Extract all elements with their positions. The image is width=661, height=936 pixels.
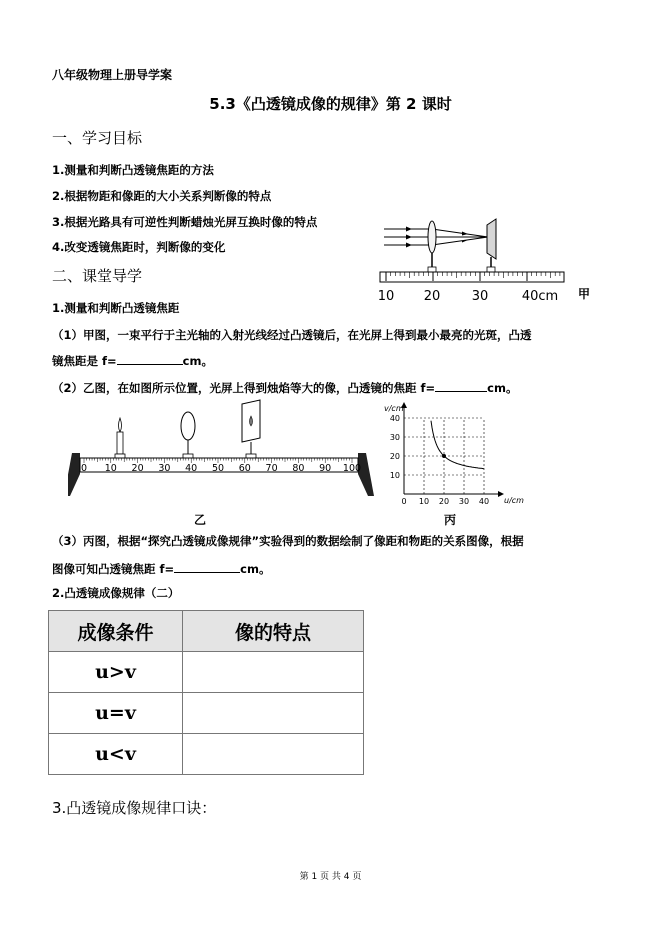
table-row: [49, 693, 364, 734]
goal-item: 3.根据光路具有可逆性判断蜡烛光屏互换时像的特点: [52, 215, 318, 229]
answer-cell[interactable]: [183, 652, 364, 693]
tick-label: 40cm: [521, 289, 559, 304]
tick-label: 70: [265, 463, 278, 474]
condition-cell: u>v: [49, 652, 183, 693]
goal-item: 2.根据物距和像距的大小关系判断像的特点: [52, 189, 272, 203]
page-title: 5.3《凸透镜成像的规律》第 2 课时: [209, 95, 452, 113]
table-row: [49, 652, 364, 693]
equal-distance-point: [442, 454, 446, 458]
x-tick-label: 40: [478, 497, 490, 506]
subheading-rules: 2.凸透镜成像规律（二）: [52, 586, 180, 600]
ruler-jia: [378, 272, 564, 304]
candle: [115, 418, 125, 458]
section-heading-guide: 二、课堂导学: [52, 267, 143, 285]
question-3-prefix: 图像可知凸透镜焦距 f=: [52, 562, 175, 576]
figure-bing-chart: [380, 400, 535, 512]
convex-lens: [428, 221, 436, 253]
question-1-line1: （1）甲图，一束平行于主光轴的入射光线经过凸透镜后，在光屏上得到最小最亮的光斑，凸透: [52, 328, 532, 342]
convex-lens: [181, 412, 195, 458]
x-tick-label: 20: [438, 497, 450, 506]
tick-label: 50: [211, 463, 225, 474]
goal-item: 1.测量和判断凸透镜焦距的方法: [52, 163, 214, 177]
y-tick-label: 40: [389, 414, 400, 423]
goal-item: 4.改变透镜焦距时，判断像的变化: [52, 240, 226, 254]
tick-label: 10: [104, 463, 117, 474]
tick-label: 100: [342, 463, 362, 474]
x-tick-label: 30: [458, 497, 470, 506]
question-3-unit: cm。: [240, 562, 271, 576]
figure-jia-label: 甲: [578, 287, 591, 301]
x-tick-label: 10: [418, 497, 430, 506]
question-1-unit: cm。: [182, 354, 213, 368]
tick-label: 10: [377, 289, 395, 304]
light-screen: [487, 219, 496, 259]
question-1-prefix: 镜焦距是 f=: [52, 354, 117, 368]
x-axis-label: u/cm: [504, 496, 524, 505]
tick-label: 40: [185, 463, 198, 474]
question-2-text: （2）乙图，在如图所示位置，光屏上得到烛焰等大的像，凸透镜的焦距 f=: [52, 381, 436, 395]
figure-jia: [376, 215, 576, 305]
question-3-line1: （3）丙图，根据“探究凸透镜成像规律”实验得到的数据绘制了像距和物距的关系图像，根据: [52, 534, 524, 548]
answer-cell[interactable]: [183, 734, 364, 775]
tick-label: 30: [471, 289, 489, 304]
tick-label: 0: [80, 463, 88, 474]
v-u-curve: [431, 421, 484, 469]
answer-blank[interactable]: [174, 560, 240, 573]
y-tick-label: 20: [389, 452, 400, 461]
tick-label: 20: [131, 463, 144, 474]
table-header-condition: 成像条件: [49, 611, 183, 652]
tick-label: 90: [319, 463, 332, 474]
optical-bench: [68, 453, 374, 496]
answer-blank[interactable]: [435, 379, 487, 392]
subheading-mnemonic: 3.凸透镜成像规律口诀：: [52, 799, 217, 817]
figure-yi: [68, 396, 378, 516]
condition-cell: u<v: [49, 734, 183, 775]
y-tick-label: 30: [389, 433, 400, 442]
condition-cell: u=v: [49, 693, 183, 734]
question-1-line2: [52, 352, 213, 369]
y-tick-label: 10: [389, 471, 400, 480]
table-row: [49, 734, 364, 775]
answer-cell[interactable]: [183, 693, 364, 734]
question-3-line2: [52, 560, 270, 577]
tick-label: 60: [238, 463, 251, 474]
light-screen: [242, 400, 260, 458]
x-tick-label: 0: [401, 497, 407, 506]
tick-label: 80: [292, 463, 305, 474]
tick-label: 20: [423, 289, 441, 304]
tick-label: 30: [158, 463, 171, 474]
section-heading-goals: 一、学习目标: [52, 129, 143, 147]
subheading-focal-length: 1.测量和判断凸透镜焦距: [52, 301, 180, 315]
y-axis-label: v/cm: [384, 404, 404, 413]
page-footer: 第 1 页 共 4 页: [299, 872, 362, 882]
doc-header: 八年级物理上册导学案: [52, 68, 173, 82]
imaging-rules-table: [48, 610, 364, 775]
question-2: [52, 379, 517, 396]
figure-bing-label: 丙: [444, 513, 457, 527]
answer-blank[interactable]: [117, 352, 183, 365]
table-header-features: 像的特点: [183, 611, 364, 652]
figure-yi-label: 乙: [194, 513, 207, 527]
question-2-unit: cm。: [487, 381, 518, 395]
